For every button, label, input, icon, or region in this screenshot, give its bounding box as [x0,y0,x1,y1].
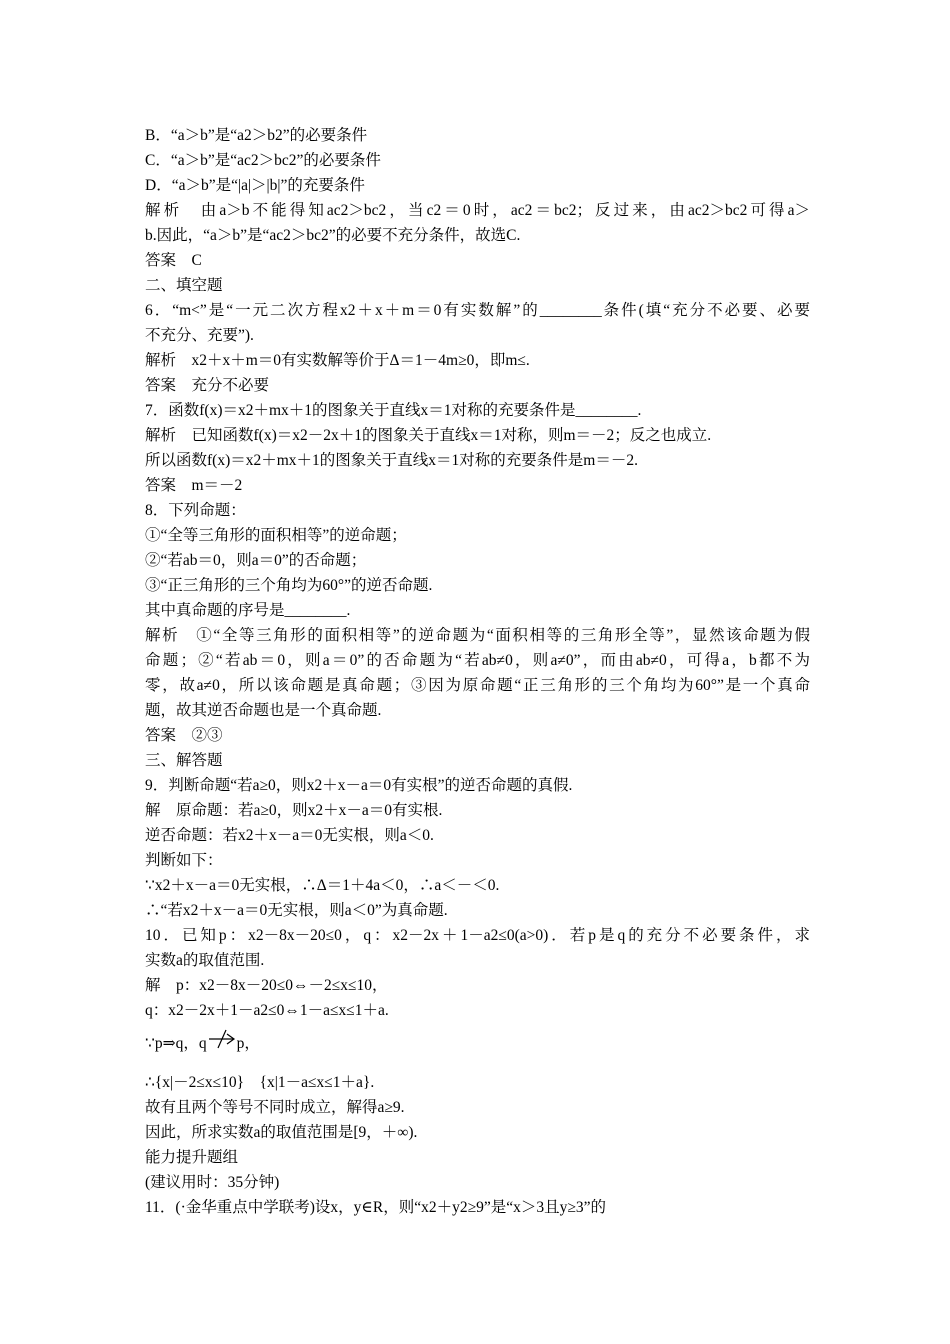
q6-question-line-1: 6．“m<”是“一元二次方程x2＋x＋m＝0有实数解”的________条件(填“充分不必要、必要 [145,302,810,319]
q5-answer: 答案 C [145,252,202,269]
q10-solution-line-4: ∴{x|－2≤x≤10} {x|1－a≤x≤1＋a}. [145,1074,375,1091]
section-solution-heading: 三、解答题 [145,752,223,769]
q9-solution-line-3: 判断如下： [145,852,223,869]
q8-analysis-line-4: 题，故其逆否命题也是一个真命题. [145,702,382,719]
q8-item-3: ③“正三角形的三个角均为60°”的逆否命题. [145,577,433,594]
q10-solution-line-1: 解 p：x2－8x－20≤0⇔－2≤x≤10， [145,977,388,994]
q10-question-line-1: 10．已知p：x2－8x－20≤0，q：x2－2x＋1－a2≤0(a>0)．若p是q的充分不必要条件，求 [145,927,810,944]
q10-solution-line-2: q：x2－2x＋1－a2≤0⇔1－a≤x≤1＋a. [145,1002,389,1019]
q5-analysis-line-2: b.因此，“a＞b”是“ac2＞bc2”的必要不充分条件，故选C. [145,227,521,244]
q8-analysis-line-3: 零，故a≠0，所以该命题是真命题；③因为原命题“正三角形的三个角均为60°”是一个真命 [145,677,810,694]
q8-analysis-line-1: 解析 ①“全等三角形的面积相等”的逆命题为“面积相等的三角形全等”，显然该命题为假 [145,627,810,644]
q7-question: 7．函数f(x)＝x2＋mx＋1的图象关于直线x＝1对称的充要条件是________. [145,402,642,419]
q10-implication-line [145,1028,810,1057]
q9-solution-line-5: ∴“若x2＋x－a＝0无实根，则a＜0”为真命题. [145,902,448,919]
q9-solution-line-2: 逆否命题：若x2＋x－a＝0无实根，则a＜0. [145,827,434,844]
q8-analysis-line-2: 命题；②“若ab＝0，则a＝0”的否命题为“若ab≠0，则a≠0”，而由ab≠0，可得a，b都不为 [145,652,810,669]
q6-question-line-2: 不充分、充要”). [145,327,254,344]
q10-question-line-2: 实数a的取值范围. [145,952,265,969]
q6-analysis: 解析 x2＋x＋m＝0有实数解等价于Δ＝1－4m≥0，即m≤. [145,352,530,369]
q8-item-2: ②“若ab＝0，则a＝0”的否命题； [145,552,367,569]
suggested-time: (建议用时：35分钟) [145,1174,280,1191]
option-c: C．“a＞b”是“ac2＞bc2”的必要条件 [145,152,381,169]
q7-analysis-line-1: 解析 已知函数f(x)＝x2－2x＋1的图象关于直线x＝1对称，则m＝－2；反之也成立. [145,427,712,444]
q8-question: 8．下列命题： [145,502,246,519]
q6-answer: 答案 充分不必要 [145,377,270,394]
section-ability-heading: 能力提升题组 [145,1149,239,1166]
q8-answer: 答案 ②③ [145,727,223,744]
implication-part-2: p， [236,1035,260,1052]
q10-solution-line-5: 故有且两个等号不同时成立，解得a≥9. [145,1099,405,1116]
q8-item-1: ①“全等三角形的面积相等”的逆命题； [145,527,407,544]
q9-question: 9．判断命题“若a≥0，则x2＋x－a＝0有实根”的逆否命题的真假. [145,777,573,794]
not-implies-arrow-icon [207,1028,237,1050]
q9-solution-line-1: 解 原命题：若a≥0，则x2＋x－a＝0有实根. [145,802,443,819]
q10-solution-line-6: 因此，所求实数a的取值范围是[9，＋∞). [145,1124,418,1141]
option-b: B．“a＞b”是“a2＞b2”的必要条件 [145,127,368,144]
q9-solution-line-4: ∵x2＋x－a＝0无实根，∴Δ＝1＋4a＜0，∴a＜－＜0. [145,877,500,894]
implication-part-1: ∵p⇒q，q [145,1035,207,1052]
q11-question: 11．(·金华重点中学联考)设x，y∈R，则“x2＋y2≥9”是“x＞3且y≥3”的 [145,1199,607,1216]
section-fill-in-heading: 二、填空题 [145,277,223,294]
q7-answer: 答案 m＝－2 [145,477,243,494]
q5-analysis-line-1: 解析 由a＞b不能得知ac2＞bc2，当c2＝0时，ac2＝bc2；反过来，由ac2＞bc2可得a＞ [145,202,810,219]
q8-prompt: 其中真命题的序号是________. [145,602,351,619]
q7-analysis-line-2: 所以函数f(x)＝x2＋mx＋1的图象关于直线x＝1对称的充要条件是m＝－2. [145,452,638,469]
option-d: D．“a＞b”是“|a|＞|b|”的充要条件 [145,177,365,194]
